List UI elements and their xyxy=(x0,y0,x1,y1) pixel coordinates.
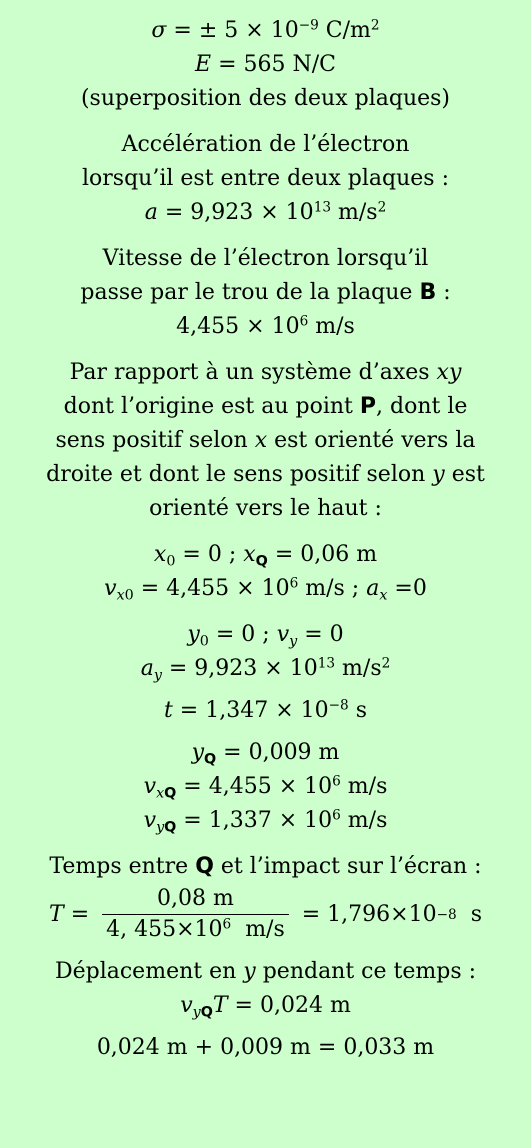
velocity-value: 4,455 × 10 xyxy=(176,314,300,339)
vx0-exponent: 6 xyxy=(289,575,299,592)
vyq-t-subscript xyxy=(193,1004,213,1020)
equals-sign: = xyxy=(63,901,97,927)
vyq-subscript-q: Q xyxy=(164,819,177,836)
xq-symbol: x xyxy=(243,542,256,567)
axes-text-3: sens positif selon xyxy=(55,428,255,453)
fraction xyxy=(102,884,289,945)
ay-exponent: 13 xyxy=(317,655,336,672)
point-q-label: Q xyxy=(195,854,214,879)
acceleration-unit-exponent: 2 xyxy=(377,199,387,216)
total-displacement-block xyxy=(18,1031,513,1065)
time-symbol: t xyxy=(163,698,173,723)
flight-time-block xyxy=(18,850,513,945)
axes-text-2b: , dont le xyxy=(376,394,468,419)
vy-value: = 0 xyxy=(297,622,344,647)
vy-symbol: v xyxy=(276,622,290,647)
axes-text-4b: est xyxy=(444,462,485,487)
displacement-value: = 0,024 m xyxy=(227,993,351,1018)
flight-time-text-2: et l’impact sur l’écran : xyxy=(213,854,482,879)
velocity-exponent: 6 xyxy=(299,313,309,330)
time-unit: s xyxy=(348,698,368,723)
acceleration-exponent: 13 xyxy=(313,199,332,216)
displacement-text-2: pendant ce temps : xyxy=(255,959,477,984)
y-acceleration-line xyxy=(18,652,513,686)
acceleration-heading-2: lorsqu’il est entre deux plaques : xyxy=(82,166,449,191)
vyq-t-period: T xyxy=(212,993,228,1018)
ay-subscript: y xyxy=(153,667,162,684)
vxq-value: = 4,455 × 10 xyxy=(176,774,333,799)
point-q-block xyxy=(18,736,513,838)
x-motion-block xyxy=(18,538,513,606)
vyq-value: = 1,337 × 10 xyxy=(176,808,333,833)
acceleration-block xyxy=(18,128,513,230)
time-exponent: −8 xyxy=(328,697,349,714)
axes-x-symbol: x xyxy=(254,428,268,453)
xq-value: = 0,06 m xyxy=(267,542,378,567)
flight-time-heading xyxy=(18,850,513,884)
yq-subscript: Q xyxy=(204,751,217,768)
vyq-t-subscript-q: Q xyxy=(200,1004,213,1021)
x0-symbol: x xyxy=(153,542,167,567)
acceleration-value-line xyxy=(18,196,513,230)
field-value: = 565 N/C xyxy=(211,52,336,77)
sigma-value: = ± 5 × 10 xyxy=(166,18,299,43)
fraction-numerator: 0,08 m xyxy=(157,886,234,911)
vy-subscript: y xyxy=(289,633,298,650)
vx0-unit: m/s ; xyxy=(298,576,367,601)
axes-y-symbol: y xyxy=(432,462,445,487)
x-velocity-line xyxy=(18,572,513,606)
velocity-value-line xyxy=(18,310,513,344)
velocity-block xyxy=(18,242,513,344)
acceleration-heading-1: Accélération de l’électron xyxy=(121,132,410,157)
flight-time-result: = 1,796×10 xyxy=(294,901,437,927)
charge-density-block xyxy=(18,14,513,116)
ay-value: = 9,923 × 10 xyxy=(161,656,318,681)
velocity-unit: m/s xyxy=(308,314,355,339)
vyq-t-subscript-y: y xyxy=(192,1004,201,1021)
velocity-heading-1: Vitesse de l’électron lorsqu’il xyxy=(102,246,429,271)
vyq-exponent: 6 xyxy=(332,807,341,824)
vyq-subscript xyxy=(156,819,176,835)
flight-time-text: Temps entre xyxy=(49,854,196,879)
axes-xy-symbol: xy xyxy=(436,360,462,385)
acceleration-symbol: a xyxy=(144,200,158,225)
y-initial-line xyxy=(18,618,513,652)
ax-subscript: x xyxy=(379,587,388,604)
field-symbol: E xyxy=(195,52,212,77)
vx0-symbol: v xyxy=(104,576,117,601)
vx0-subscript xyxy=(117,587,134,603)
period-symbol: T xyxy=(49,901,64,927)
vx0-value: = 4,455 × 10 xyxy=(133,576,290,601)
acceleration-unit: m/s xyxy=(331,200,378,225)
vxq-subscript-q: Q xyxy=(164,785,177,802)
superposition-note: (superposition des deux plaques) xyxy=(80,86,451,111)
x0-value: = 0 ; xyxy=(175,542,244,567)
ax-symbol: a xyxy=(366,576,380,601)
axes-description-block xyxy=(18,356,513,526)
fraction-denominator xyxy=(102,914,289,945)
xq-subscript: Q xyxy=(255,553,268,570)
axes-line-5: orienté vers le haut : xyxy=(149,496,382,521)
vx0-subscript-x: x xyxy=(116,587,125,604)
axes-line-2 xyxy=(18,390,513,424)
ay-unit-exponent: 2 xyxy=(381,655,391,672)
yq-line xyxy=(18,736,513,770)
velocity-heading-colon: : xyxy=(436,280,451,305)
field-line xyxy=(18,48,513,82)
total-displacement-line: 0,024 m + 0,009 m = 0,033 m xyxy=(96,1035,435,1060)
ay-unit: m/s xyxy=(335,656,382,681)
y0-symbol: y xyxy=(187,622,200,647)
axes-text-3b: est orienté vers la xyxy=(267,428,476,453)
yq-symbol: y xyxy=(191,740,204,765)
acceleration-value: = 9,923 × 10 xyxy=(157,200,314,225)
denominator-value: 4, 455×10 xyxy=(106,917,223,942)
yq-value: = 0,009 m xyxy=(216,740,340,765)
ay-symbol: a xyxy=(140,656,154,681)
sigma-exponent: −9 xyxy=(298,17,319,34)
axes-line-3 xyxy=(18,424,513,458)
vyq-t-symbol: v xyxy=(180,993,193,1018)
sigma-symbol: σ xyxy=(151,18,167,43)
vxq-line xyxy=(18,770,513,804)
axes-line-4 xyxy=(18,458,513,492)
y0-subscript: 0 xyxy=(199,633,209,650)
displacement-text: Déplacement en xyxy=(54,959,244,984)
flight-time-unit: s xyxy=(456,901,482,927)
flight-time-equation: T = $\frac{0,08 m}{4, 455\times 10^6 m/s}$ = 1,796×10 −8 s xyxy=(18,884,513,945)
vxq-symbol: v xyxy=(143,774,157,799)
sigma-line xyxy=(18,14,513,48)
y0-value: = 0 ; xyxy=(208,622,277,647)
plate-b-label: B xyxy=(419,280,437,305)
x0-subscript: 0 xyxy=(166,553,176,570)
axes-line-1 xyxy=(18,356,513,390)
denominator-exponent: 6 xyxy=(222,916,232,933)
vyq-subscript-y: y xyxy=(156,819,165,836)
velocity-heading-text: passe par le trou de la plaque xyxy=(80,280,420,305)
displacement-heading xyxy=(18,955,513,989)
vx0-subscript-0: 0 xyxy=(124,587,134,604)
sigma-unit-exponent: 2 xyxy=(370,17,380,34)
vxq-subscript-x: x xyxy=(156,785,165,802)
ax-value: =0 xyxy=(387,576,427,601)
vxq-unit: m/s xyxy=(340,774,388,799)
y-motion-block xyxy=(18,618,513,686)
velocity-heading-2 xyxy=(18,276,513,310)
vyq-line xyxy=(18,804,513,838)
denominator-unit: m/s xyxy=(231,917,285,942)
axes-text-2: dont l’origine est au point xyxy=(63,394,360,419)
displacement-block xyxy=(18,955,513,1023)
displacement-y-symbol: y xyxy=(243,959,256,984)
vyq-symbol: v xyxy=(143,808,157,833)
vyq-unit: m/s xyxy=(340,808,388,833)
sigma-unit: C/m xyxy=(318,18,371,43)
point-p-label: P xyxy=(359,394,376,419)
axes-text-4: droite et dont le sens positif selon xyxy=(46,462,433,487)
time-block xyxy=(18,694,513,728)
axes-text-1: Par rapport à un système d’axes xyxy=(69,360,437,385)
vxq-subscript xyxy=(156,785,176,801)
time-line xyxy=(18,694,513,728)
time-value: = 1,347 × 10 xyxy=(172,698,329,723)
displacement-value-line xyxy=(18,989,513,1023)
x-positions-line xyxy=(18,538,513,572)
vxq-exponent: 6 xyxy=(332,773,341,790)
